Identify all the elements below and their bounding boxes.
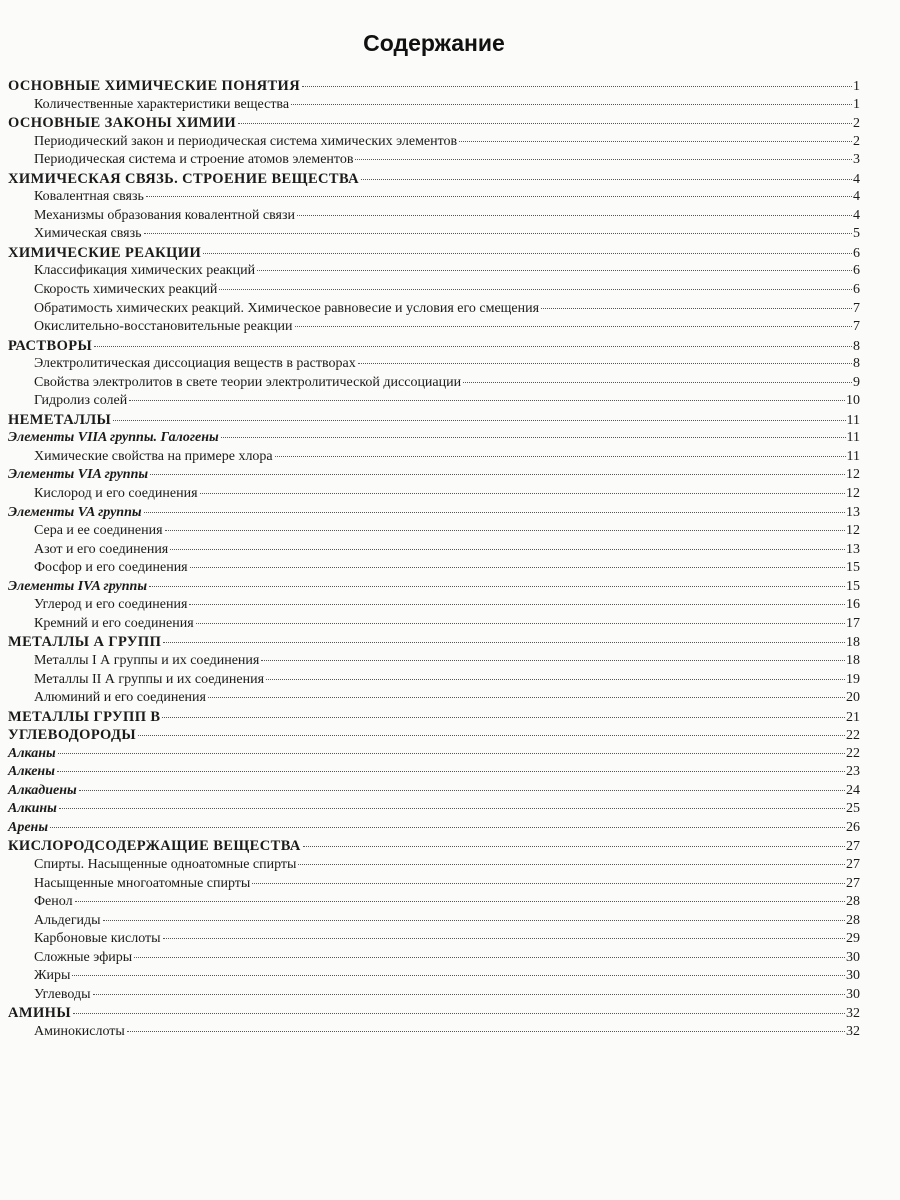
toc-entry — [8, 819, 860, 838]
dot-leader — [200, 493, 845, 494]
toc-entry-page-number: 13 — [846, 504, 860, 520]
toc-entry — [8, 1023, 860, 1042]
toc-entry-page-number: 20 — [846, 690, 860, 706]
toc-entry-title: Жиры — [34, 968, 71, 984]
dot-leader — [58, 753, 845, 754]
toc-entry-page-number: 4 — [853, 207, 860, 223]
toc-entry-title: Механизмы образования ковалентной связи — [34, 207, 296, 223]
toc-entry — [8, 429, 860, 448]
table-of-contents — [8, 77, 860, 1041]
dot-leader — [59, 808, 845, 809]
toc-entry — [8, 504, 860, 523]
toc-entry — [8, 633, 860, 652]
toc-entry-title: Элементы VA группы — [8, 504, 142, 520]
dot-leader — [144, 233, 852, 234]
toc-entry — [8, 782, 860, 801]
toc-entry-title: КИСЛОРОДСОДЕРЖАЩИЕ ВЕЩЕСТВА — [8, 838, 301, 855]
dot-leader — [463, 382, 852, 383]
toc-entry-title: Алкадиены — [8, 782, 77, 798]
dot-leader — [355, 159, 852, 160]
dot-leader — [72, 975, 845, 976]
toc-entry-page-number: 6 — [853, 245, 860, 261]
dot-leader — [146, 196, 852, 197]
dot-leader — [541, 308, 852, 309]
toc-entry — [8, 596, 860, 615]
toc-entry-page-number: 4 — [853, 189, 860, 205]
dot-leader — [170, 549, 845, 550]
dot-leader — [103, 920, 845, 921]
dot-leader — [203, 253, 852, 254]
toc-entry-title: Химическая связь — [34, 226, 142, 242]
toc-entry-page-number: 6 — [853, 282, 860, 298]
toc-entry-page-number: 19 — [846, 671, 860, 687]
toc-entry — [8, 967, 860, 986]
toc-entry-title: Ковалентная связь — [34, 189, 144, 205]
toc-entry — [8, 930, 860, 949]
dot-leader — [57, 771, 845, 772]
toc-entry-page-number: 12 — [846, 467, 860, 483]
toc-entry-page-number: 30 — [846, 968, 860, 984]
toc-entry — [8, 689, 860, 708]
toc-entry-page-number: 12 — [846, 523, 860, 539]
dot-leader — [149, 586, 845, 587]
toc-entry — [8, 300, 860, 319]
toc-entry-page-number: 25 — [846, 801, 860, 817]
toc-entry-page-number: 13 — [846, 541, 860, 557]
toc-entry-page-number: 32 — [846, 1006, 860, 1022]
toc-entry-page-number: 2 — [853, 133, 860, 149]
toc-entry — [8, 448, 860, 467]
dot-leader — [73, 1013, 845, 1014]
toc-entry — [8, 337, 860, 356]
toc-entry-title: Химические свойства на примере хлора — [34, 448, 273, 464]
toc-entry-page-number: 30 — [846, 986, 860, 1002]
toc-entry-title: Алкены — [8, 764, 55, 780]
toc-entry — [8, 355, 860, 374]
toc-entry-page-number: 30 — [846, 949, 860, 965]
toc-entry-page-number: 26 — [846, 819, 860, 835]
toc-entry-title: Металлы I А группы и их соединения — [34, 652, 260, 668]
toc-entry — [8, 856, 860, 875]
toc-entry — [8, 77, 860, 96]
dot-leader — [252, 883, 845, 884]
toc-entry-page-number: 8 — [853, 338, 860, 354]
dot-leader — [150, 474, 845, 475]
toc-entry-page-number: 7 — [853, 300, 860, 316]
toc-entry — [8, 151, 860, 170]
toc-entry-page-number: 11 — [846, 412, 860, 428]
toc-entry — [8, 912, 860, 931]
dot-leader — [221, 437, 846, 438]
toc-entry-title: Металлы II А группы и их соединения — [34, 671, 265, 687]
toc-entry-page-number: 15 — [846, 578, 860, 594]
toc-entry-title: Карбоновые кислоты — [34, 931, 161, 947]
toc-entry — [8, 559, 860, 578]
dot-leader — [297, 215, 852, 216]
toc-entry-title: Углерод и его соединения — [34, 597, 188, 613]
page-title: Содержание — [363, 30, 505, 56]
toc-entry-title: ХИМИЧЕСКАЯ СВЯЗЬ. СТРОЕНИЕ ВЕЩЕСТВА — [8, 170, 359, 187]
toc-entry — [8, 986, 860, 1005]
toc-entry — [8, 262, 860, 281]
toc-entry-page-number: 12 — [846, 486, 860, 502]
toc-entry-page-number: 3 — [853, 152, 860, 168]
toc-entry-title: Арены — [8, 819, 49, 835]
toc-entry-title: ОСНОВНЫЕ ХИМИЧЕСКИЕ ПОНЯТИЯ — [8, 78, 301, 94]
toc-entry-page-number: 1 — [853, 96, 860, 112]
toc-entry — [8, 392, 860, 411]
toc-entry-title: Элементы VIA группы — [8, 467, 149, 483]
dot-leader — [94, 346, 852, 347]
toc-entry-title: Сера и ее соединения — [34, 523, 163, 539]
toc-entry — [8, 1004, 860, 1023]
dot-leader — [134, 957, 845, 958]
toc-entry — [8, 244, 860, 263]
toc-entry — [8, 745, 860, 764]
toc-entry-title: АМИНЫ — [8, 1005, 71, 1022]
toc-entry-page-number: 16 — [846, 597, 860, 613]
toc-entry — [8, 133, 860, 152]
toc-entry — [8, 411, 860, 430]
toc-entry — [8, 708, 860, 727]
toc-entry-title: Спирты. Насыщенные одноатомные спирты — [34, 856, 297, 872]
toc-entry-page-number: 11 — [846, 430, 860, 446]
toc-entry — [8, 652, 860, 671]
dot-leader — [361, 179, 852, 180]
dot-leader — [295, 326, 852, 327]
toc-entry — [8, 615, 860, 634]
toc-entry-title: Элементы VIIA группы. Галогены — [8, 430, 219, 446]
toc-entry-title: Количественные характеристики вещества — [34, 96, 290, 112]
toc-entry-title: Углеводы — [34, 986, 91, 1002]
toc-entry-page-number: 2 — [853, 116, 860, 132]
toc-entry-page-number: 7 — [853, 319, 860, 335]
dot-leader — [208, 697, 845, 698]
toc-entry-page-number: 23 — [846, 764, 860, 780]
dot-leader — [189, 604, 845, 605]
toc-entry-title: Сложные эфиры — [34, 949, 133, 965]
toc-entry-page-number: 8 — [853, 356, 860, 372]
toc-entry — [8, 96, 860, 115]
toc-entry-title: Электролитическая диссоциация веществ в растворах — [34, 356, 356, 372]
toc-entry-page-number: 22 — [846, 728, 860, 744]
toc-entry — [8, 281, 860, 300]
toc-entry-title: ХИМИЧЕСКИЕ РЕАКЦИИ — [8, 244, 202, 261]
toc-entry — [8, 893, 860, 912]
dot-leader — [358, 363, 852, 364]
dot-leader — [238, 123, 852, 124]
toc-entry-page-number: 11 — [846, 448, 860, 464]
toc-entry-title: Кремний и его соединения — [34, 615, 194, 631]
dot-leader — [266, 679, 845, 680]
toc-entry-title: Аминокислоты — [34, 1023, 125, 1039]
dot-leader — [138, 735, 845, 736]
dot-leader — [303, 846, 845, 847]
toc-entry-title: Фенол — [34, 894, 73, 910]
toc-entry — [8, 522, 860, 541]
dot-leader — [144, 512, 845, 513]
dot-leader — [459, 141, 852, 142]
toc-entry-page-number: 18 — [846, 635, 860, 651]
dot-leader — [275, 456, 846, 457]
toc-entry — [8, 541, 860, 560]
toc-entry — [8, 578, 860, 597]
toc-entry-page-number: 1 — [853, 79, 860, 94]
toc-entry — [8, 170, 860, 189]
toc-entry-title: Алюминий и его соединения — [34, 690, 206, 706]
toc-entry-title: НЕМЕТАЛЛЫ — [8, 411, 112, 428]
dot-leader — [129, 400, 845, 401]
toc-entry — [8, 485, 860, 504]
dot-leader — [113, 420, 845, 421]
dot-leader — [165, 530, 845, 531]
toc-entry — [8, 207, 860, 226]
toc-entry — [8, 671, 860, 690]
toc-entry-title: МЕТАЛЛЫ ГРУПП В — [8, 708, 161, 725]
toc-entry-title: РАСТВОРЫ — [8, 337, 93, 354]
toc-entry-title: УГЛЕВОДОРОДЫ — [8, 727, 136, 744]
toc-entry — [8, 374, 860, 393]
toc-entry — [8, 949, 860, 968]
toc-entry-title: Скорость химических реакций — [34, 282, 218, 298]
dot-leader — [190, 567, 845, 568]
toc-entry-title: МЕТАЛЛЫ А ГРУПП — [8, 634, 162, 651]
dot-leader — [261, 660, 845, 661]
toc-entry-title: ОСНОВНЫЕ ЗАКОНЫ ХИМИИ — [8, 115, 237, 132]
toc-entry-title: Гидролиз солей — [34, 393, 128, 409]
toc-entry-title: Периодический закон и периодическая система химических элементов — [34, 133, 458, 149]
dot-leader — [298, 864, 845, 865]
toc-entry — [8, 188, 860, 207]
toc-entry-title: Классификация химических реакций — [34, 263, 256, 279]
toc-entry — [8, 114, 860, 133]
toc-entry-title: Алканы — [8, 745, 56, 761]
toc-entry-page-number: 18 — [846, 652, 860, 668]
toc-entry-page-number: 27 — [846, 856, 860, 872]
dot-leader — [162, 717, 845, 718]
toc-entry — [8, 800, 860, 819]
toc-entry-title: Альдегиды — [34, 912, 101, 928]
toc-entry-title: Свойства электролитов в свете теории электролитической диссоциации — [34, 374, 462, 390]
toc-entry-page-number: 27 — [846, 839, 860, 855]
dot-leader — [196, 623, 845, 624]
toc-entry-page-number: 32 — [846, 1023, 860, 1039]
toc-entry — [8, 318, 860, 337]
toc-entry — [8, 875, 860, 894]
dot-leader — [93, 994, 845, 995]
toc-entry-page-number: 9 — [853, 374, 860, 390]
dot-leader — [163, 642, 845, 643]
toc-entry-title: Алкины — [8, 801, 57, 817]
toc-entry-title: Периодическая система и строение атомов элементов — [34, 152, 354, 168]
toc-entry — [8, 466, 860, 485]
toc-entry-title: Азот и его соединения — [34, 541, 169, 557]
toc-entry — [8, 837, 860, 856]
toc-entry-page-number: 15 — [846, 560, 860, 576]
toc-entry-page-number: 28 — [846, 912, 860, 928]
dot-leader — [163, 938, 845, 939]
toc-entry-page-number: 24 — [846, 782, 860, 798]
dot-leader — [75, 901, 845, 902]
toc-entry-page-number: 27 — [846, 875, 860, 891]
toc-entry-title: Окислительно-восстановительные реакции — [34, 319, 293, 335]
dot-leader — [291, 104, 852, 105]
dot-leader — [127, 1031, 845, 1032]
toc-entry-page-number: 10 — [846, 393, 860, 409]
toc-entry-page-number: 22 — [846, 745, 860, 761]
dot-leader — [79, 790, 845, 791]
toc-entry-title: Обратимость химических реакций. Химическое равновесие и условия его смещения — [34, 300, 540, 316]
toc-entry-title: Элементы IVA группы — [8, 578, 148, 594]
toc-entry-page-number: 29 — [846, 931, 860, 947]
dot-leader — [257, 270, 852, 271]
dot-leader — [50, 827, 845, 828]
toc-entry-page-number: 17 — [846, 615, 860, 631]
toc-entry-title: Насыщенные многоатомные спирты — [34, 875, 251, 891]
toc-entry-title: Кислород и его соединения — [34, 486, 198, 502]
toc-entry — [8, 726, 860, 745]
dot-leader — [302, 86, 852, 87]
toc-entry — [8, 763, 860, 782]
toc-entry-page-number: 21 — [846, 709, 860, 725]
dot-leader — [219, 289, 852, 290]
toc-entry-page-number: 28 — [846, 894, 860, 910]
toc-entry-page-number: 6 — [853, 263, 860, 279]
toc-entry-page-number: 5 — [853, 226, 860, 242]
toc-entry — [8, 225, 860, 244]
toc-entry-title: Фосфор и его соединения — [34, 560, 188, 576]
toc-entry-page-number: 4 — [853, 171, 860, 187]
